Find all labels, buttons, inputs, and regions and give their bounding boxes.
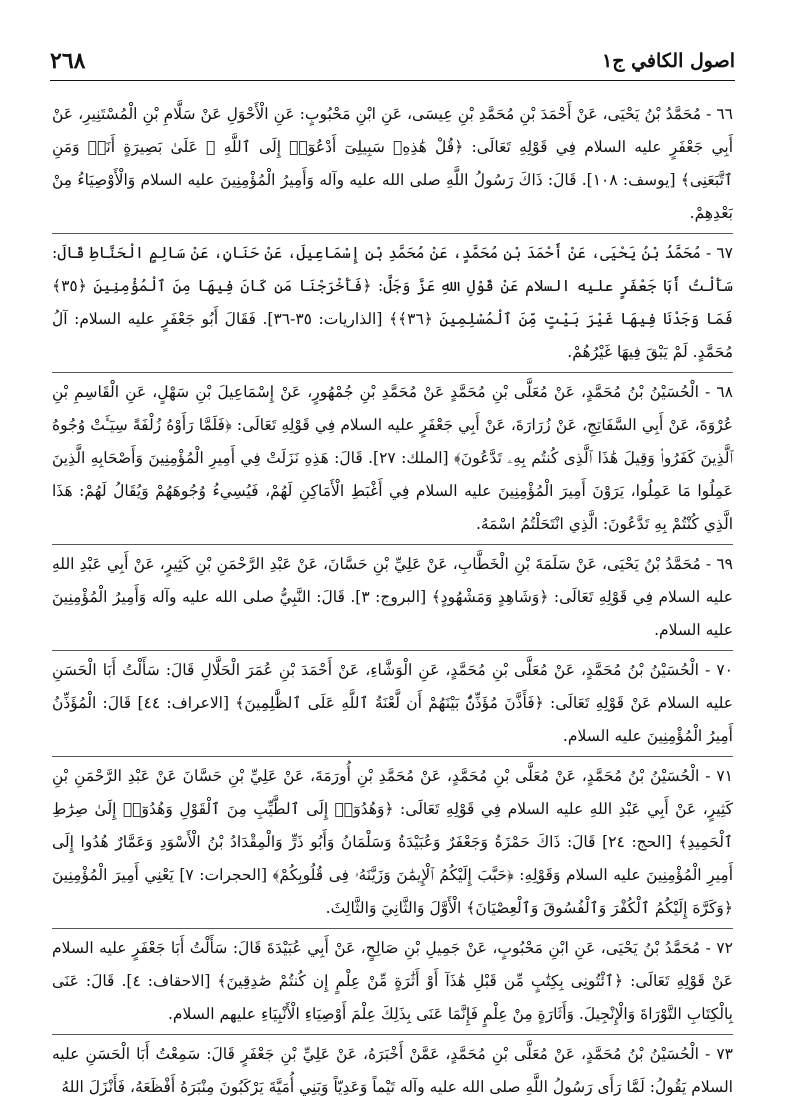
page-number: ٢٦٨ <box>50 48 86 74</box>
hadith-divider <box>52 544 733 545</box>
hadith-divider <box>52 928 733 929</box>
hadith-69: ٦٩ - مُحَمَّدُ بْنُ يَحْيَى، عَنْ سَلَمَةَ بْنِ الْخَطَّابِ، عَنْ عَلِيِّ بْنِ حَسَّانَ، عَنْ عَبْدِ الرَّحْمَنِ بْنِ كَثِيرٍ، عَنْ أَبِي عَبْدِ اللهِ عليه السلام فِي قَوْلِهِ تَعَالَى: ﴿وَشَاهِدٍ وَمَشْهُودٍ﴾ [البروج: ٣]. قَالَ: النَّبِيُّ صلى الله عليه وآله وَأَمِيرُ الْمُؤْمِنِينَ عليه السلام. <box>52 555 733 639</box>
hadith-70: ٧٠ - الْحُسَيْنُ بْنُ مُحَمَّدٍ، عَنْ مُعَلَّى بْنِ مُحَمَّدٍ، عَنِ الْوَشَّاءِ، عَنْ أَحْمَدَ بْنِ عُمَرَ الْحَلَّالِ قَالَ: سَأَلْتُ أَبَا الْحَسَنِ عليه السلام عَنْ قَوْلِهِ تَعَالَى: ﴿فَأَذَّنَ مُؤَذِّنٌۢ بَيْنَهُمْ أَن لَّعْنَةُ ٱللَّهِ عَلَى ٱلظَّٰلِمِينَ﴾ [الاعراف: ٤٤] قَالَ: الْمُؤَذِّنُ أَمِيرُ الْمُؤْمِنِينَ عليه السلام. <box>52 661 733 745</box>
header-divider <box>50 80 735 81</box>
hadith-list <box>52 98 733 1101</box>
hadith-divider <box>52 1034 733 1035</box>
page-header <box>50 42 735 82</box>
hadith-66: ٦٦ - مُحَمَّدُ بْنُ يَحْيَى، عَنْ أَحْمَدَ بْنِ مُحَمَّدِ بْنِ عِيسَى، عَنِ ابْنِ مَحْبُوبٍ: عَنِ الْأَحْوَلِ عَنْ سَلَّامِ بْنِ الْمُسْتَنِيرِ، عَنْ أَبِي جَعْفَرٍ عليه السلام فِي قَوْلِهِ تَعَالَى: ﴿قُلْ هَٰذِهِۦ سَبِيلِىٓ أَدْعُوٓا۟ إِلَى ٱللَّهِ ۚ عَلَىٰ بَصِيرَةٍ أَنَا۠ وَمَنِ ٱتَّبَعَنِى﴾ [يوسف: ١٠٨]. قَالَ: ذَاكَ رَسُولُ اللَّهِ صلى الله عليه وآله وَأَمِيرُ الْمُؤْمِنِينَ عليه السلام وَالْأَوْصِيَاءُ مِنْ بَعْدِهِمْ. <box>52 105 733 222</box>
hadith-71: ٧١ - الْحُسَيْنُ بْنُ مُحَمَّدٍ، عَنْ مُعَلَّى بْنِ مُحَمَّدٍ، عَنْ مُحَمَّدِ بْنِ أُورَمَةَ، عَنْ عَلِيِّ بْنِ حَسَّانَ عَنْ عَبْدِ الرَّحْمَنِ بْنِ كَثِيرٍ، عَنْ أَبِي عَبْدِ اللهِ عليه السلام فِي قَوْلِهِ تَعَالَى: ﴿وَهُدُوٓا۟ إِلَى ٱلطَّيِّبِ مِنَ ٱلْقَوْلِ وَهُدُوٓا۟ إِلَىٰ صِرَٰطِ ٱلْحَمِيدِ﴾ [الحج: ٢٤] قَالَ: ذَاكَ حَمْزَةُ وَجَعْفَرٌ وَعُبَيْدَةُ وَسَلْمَانُ وَأَبُو ذَرٍّ وَالْمِقْدَادُ بْنُ الْأَسْوَدِ وَعَمَّارٌ هُدُوا إِلَى أَمِيرِ الْمُؤْمِنِينَ عليه السلام وَقَوْلِهِ: ﴿حَبَّبَ إِلَيْكُمُ ٱلْإِيمَٰنَ وَزَيَّنَهُۥ فِى قُلُوبِكُمْ﴾ [الحجرات: ٧] يَعْنِي أَمِيرَ الْمُؤْمِنِينَ ﴿وَكَرَّهَ إِلَيْكُمُ ٱلْكُفْرَ وَٱلْفُسُوقَ وَٱلْعِصْيَانَ﴾ الْأَوَّلَ وَالثَّانِيَ وَالثَّالِثَ. <box>52 767 733 917</box>
hadith-divider <box>52 650 733 651</box>
running-title: اصول الكافي ج١ <box>601 50 735 72</box>
hadith-divider <box>52 756 733 757</box>
hadith-67: ٦٧ - مُحَمَّدُ بْنُ يَحْيَى، عَنْ أَحْمَدَ بْنِ مُحَمَّدٍ، عَنْ مُحَمَّدِ بْنِ إِسْمَاعِيلَ، عَنْ حَنَانٍ، عَنْ سَالِمٍ الْحَنَّاطِ قَالَ: سَأَلْتُ أَبَا جَعْفَرٍ عليه السلام عَنْ قَوْلِ اللهِ عَزَّ وَجَلَّ: ﴿فَأَخْرَجْنَا مَن كَانَ فِيهَا مِنَ ٱلْمُؤْمِنِينَ ﴿٣٥﴾ فَمَا وَجَدْنَا فِيهَا غَيْرَ بَيْتٍ مِّنَ ٱلْمُسْلِمِينَ ﴿٣٦﴾﴾ [الذاريات: ٣٥-٣٦]. فَقَالَ أَبُو جَعْفَرٍ عليه السلام: آلُ مُحَمَّدٍ. لَمْ يَبْقَ فِيهَا غَيْرُهُمْ. <box>52 244 733 361</box>
hadith-73: ٧٣ - الْحُسَيْنُ بْنُ مُحَمَّدٍ، عَنْ مُعَلَّى بْنِ مُحَمَّدٍ، عَمَّنْ أَخْبَرَهُ، عَنْ عَلِيِّ بْنِ جَعْفَرٍ قَالَ: سَمِعْتُ أَبَا الْحَسَنِ عليه السلام يَقُولُ: لَمَّا رَأَى رَسُولُ اللَّهِ صلى الله عليه وآله تَيْماً وَعَدِيّاً وَبَنِي أُمَيَّةَ يَرْكَبُونَ مِنْبَرَهُ أَفْظَعَهُ، فَأَنْزَلَ اللهُ <box>52 1045 733 1096</box>
hadith-68: ٦٨ - الْحُسَيْنُ بْنُ مُحَمَّدٍ، عَنْ مُعَلَّى بْنِ مُحَمَّدٍ عَنْ مُحَمَّدِ بْنِ جُمْهُورٍ، عَنْ إِسْمَاعِيلَ بْنِ سَهْلٍ، عَنِ الْقَاسِمِ بْنِ عُرْوَةَ، عَنْ أَبِي السَّفَاتِجِ، عَنْ زُرَارَةَ، عَنْ أَبِي جَعْفَرٍ عليه السلام فِي قَوْلِهِ تَعَالَى: ﴿فَلَمَّا رَأَوْهُ زُلْفَةً سِيٓـَٔتْ وُجُوهُ ٱلَّذِينَ كَفَرُوا۟ وَقِيلَ هَٰذَا ٱلَّذِى كُنتُم بِهِۦ تَدَّعُونَ﴾ [الملك: ٢٧]. قَالَ: هَذِهِ نَزَلَتْ فِي أَمِيرِ الْمُؤْمِنِينَ وَأَصْحَابِهِ الَّذِينَ عَمِلُوا مَا عَمِلُوا، يَرَوْنَ أَمِيرَ الْمُؤْمِنِينَ عليه السلام فِي أَغْبَطِ الْأَمَاكِنِ لَهُمْ، فَيُسِيءُ وُجُوهَهُمْ وَيُقَالُ لَهُمْ: هَذَا الَّذِي كُنْتُمْ بِهِ تَدَّعُونَ: الَّذِي انْتَحَلْتُمُ اسْمَهُ. <box>52 383 733 533</box>
hadith-divider <box>52 372 733 373</box>
hadith-72: ٧٢ - مُحَمَّدُ بْنُ يَحْيَى، عَنِ ابْنِ مَحْبُوبٍ، عَنْ جَمِيلِ بْنِ صَالِحٍ، عَنْ أَبِي عُبَيْدَةَ قَالَ: سَأَلْتُ أَبَا جَعْفَرٍ عليه السلام عَنْ قَوْلِهِ تَعَالَى: ﴿ٱئْتُونِى بِكِتَٰبٍ مِّن قَبْلِ هَٰذَآ أَوْ أَثَٰرَةٍ مِّنْ عِلْمٍ إِن كُنتُمْ صَٰدِقِينَ﴾ [الاحقاف: ٤]. قَالَ: عَنَى بِالْكِتَابِ التَّوْرَاةَ وَالْإِنْجِيلَ. وَأَثَارَةٍ مِنْ عِلْمٍ فَإِنَّمَا عَنَى بِذَلِكَ عِلْمَ أَوْصِيَاءِ الْأَنْبِيَاءِ عليهم السلام. <box>52 939 733 1023</box>
hadith-divider <box>52 233 733 234</box>
